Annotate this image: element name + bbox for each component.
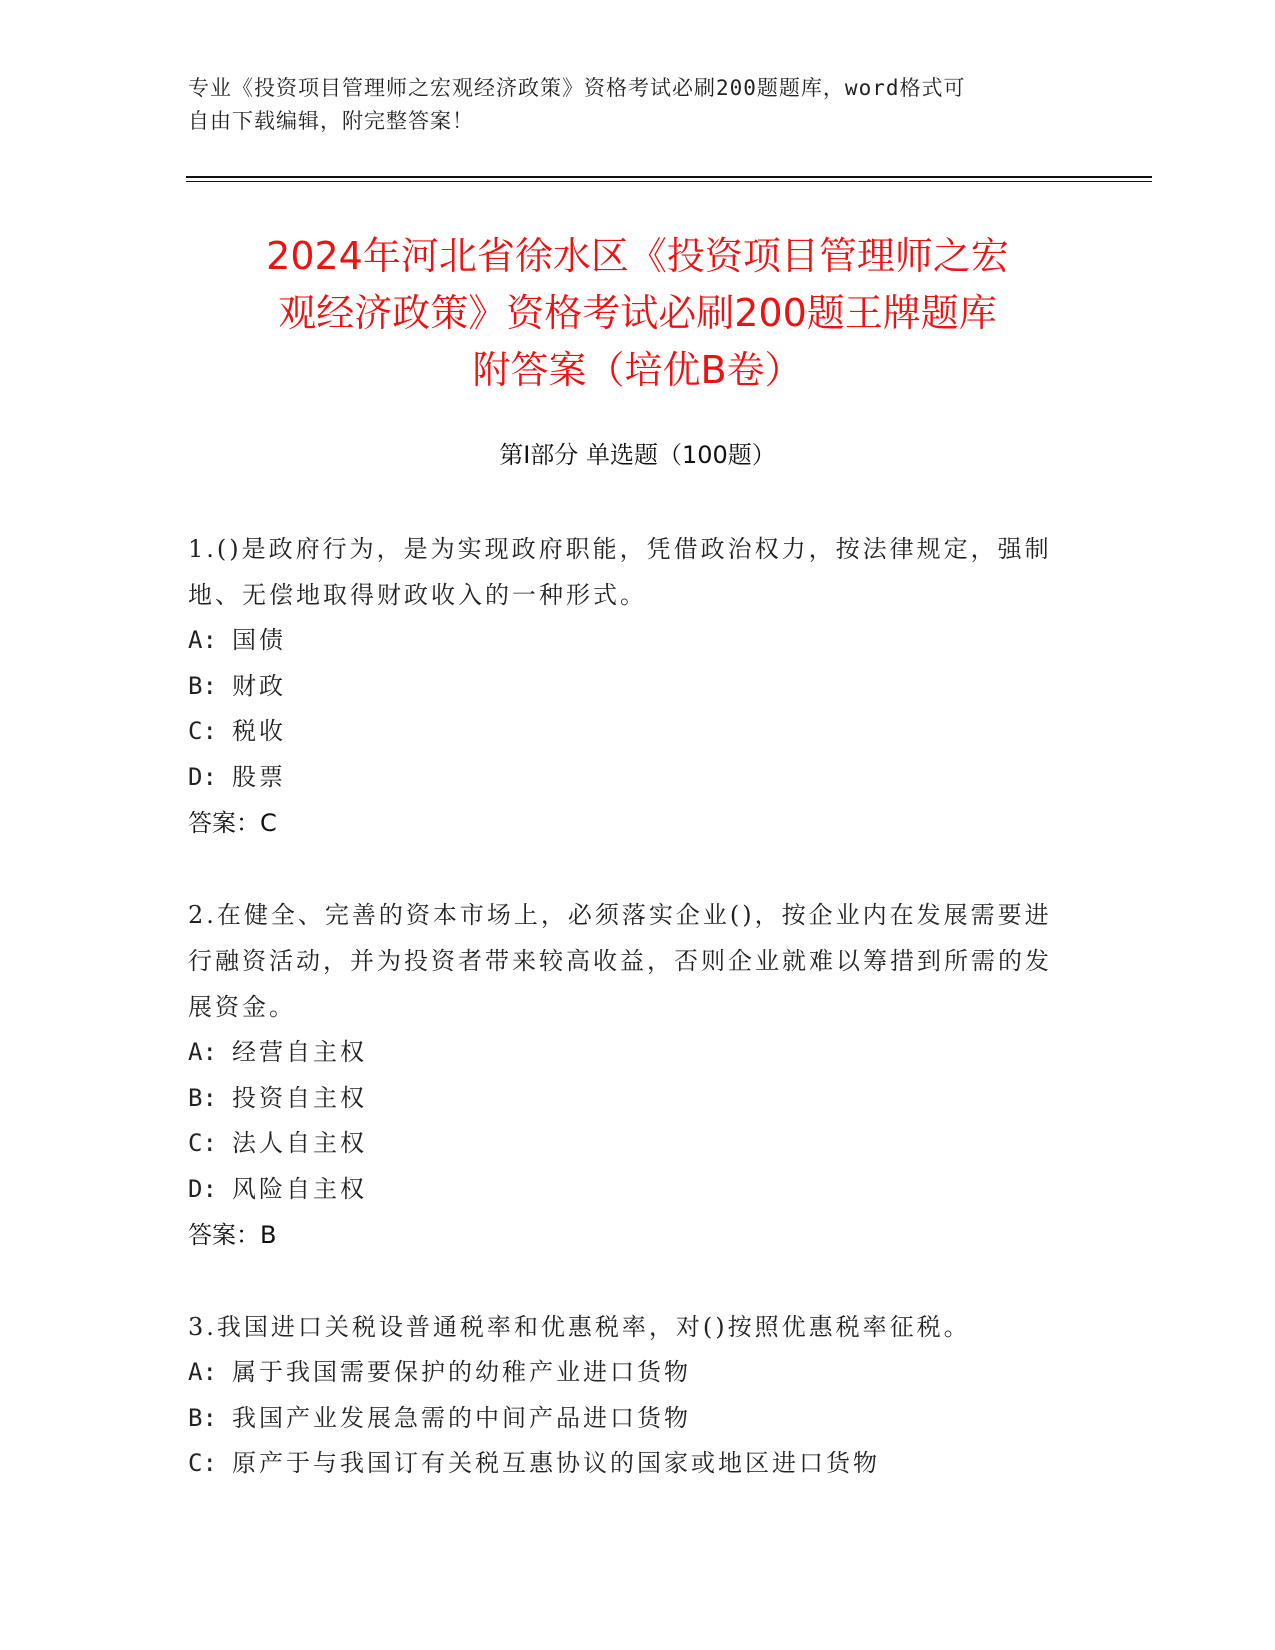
header-rule-thick xyxy=(186,176,1152,178)
option-c xyxy=(188,1441,1068,1487)
question-2 xyxy=(188,892,1068,1258)
option-a xyxy=(188,1350,1068,1396)
option-d xyxy=(188,1167,1068,1213)
option-letter: C: xyxy=(188,717,217,745)
option-text: 法人自主权 xyxy=(232,1129,367,1157)
document-title xyxy=(150,228,1125,399)
option-text: 经营自主权 xyxy=(232,1038,367,1066)
option-text: 我国产业发展急需的中间产品进口货物 xyxy=(232,1403,691,1432)
option-text: 属于我国需要保护的幼稚产业进口货物 xyxy=(232,1358,691,1386)
question-3 xyxy=(188,1304,1068,1487)
option-text: 股票 xyxy=(232,762,286,791)
question-list xyxy=(188,526,1068,1533)
option-letter: B: xyxy=(188,1403,217,1432)
option-letter: A: xyxy=(188,626,217,654)
option-text: 投资自主权 xyxy=(232,1083,367,1112)
option-text: 财政 xyxy=(232,671,286,700)
section-title: 第Ⅰ部分 单选题（100题） xyxy=(499,441,776,469)
header-note-line-1: 专业《投资项目管理师之宏观经济政策》资格考试必刷200题题库，word格式可 xyxy=(188,76,966,100)
option-letter: B: xyxy=(188,1083,217,1112)
option-b xyxy=(188,664,1068,710)
option-text: 国债 xyxy=(232,626,286,654)
option-letter: C: xyxy=(188,1449,217,1477)
header-rule-thin xyxy=(186,181,1152,182)
option-a xyxy=(188,618,1068,664)
header-note-line-2: 自由下载编辑，附完整答案！ xyxy=(188,109,474,133)
option-letter: D: xyxy=(188,762,217,791)
document-title-line-2: 观经济政策》资格考试必刷200题王牌题库 xyxy=(278,291,997,335)
option-letter: A: xyxy=(188,1038,217,1066)
question-1 xyxy=(188,526,1068,846)
option-letter: C: xyxy=(188,1129,217,1157)
question-stem: 1.()是政府行为，是为实现政府职能，凭借政治权力，按法律规定，强制地、无偿地取得财政收入的一种形式。 xyxy=(188,535,1052,609)
option-letter: D: xyxy=(188,1174,217,1203)
document-title-line-3: 附答案（培优B卷） xyxy=(472,348,803,392)
option-d xyxy=(188,755,1068,801)
document-title-line-1: 2024年河北省徐水区《投资项目管理师之宏 xyxy=(266,234,1009,278)
option-text: 税收 xyxy=(232,717,286,745)
option-text: 原产于与我国订有关税互惠协议的国家或地区进口货物 xyxy=(232,1449,880,1477)
option-b xyxy=(188,1396,1068,1442)
option-letter: B: xyxy=(188,671,217,700)
question-stem: 2.在健全、完善的资本市场上，必须落实企业()，按企业内在发展需要进行融资活动，并为投资者带来较高收益，否则企业就难以筹措到所需的发展资金。 xyxy=(188,901,1052,1021)
option-text: 风险自主权 xyxy=(232,1174,367,1203)
option-c xyxy=(188,709,1068,755)
answer-label: 答案：C xyxy=(188,809,277,837)
answer-label: 答案：B xyxy=(188,1221,277,1249)
question-stem: 3.我国进口关税设普通税率和优惠税率，对()按照优惠税率征税。 xyxy=(188,1313,971,1341)
option-letter: A: xyxy=(188,1358,217,1386)
option-a xyxy=(188,1030,1068,1076)
option-b xyxy=(188,1076,1068,1122)
header-note xyxy=(188,72,1068,138)
option-c xyxy=(188,1121,1068,1167)
